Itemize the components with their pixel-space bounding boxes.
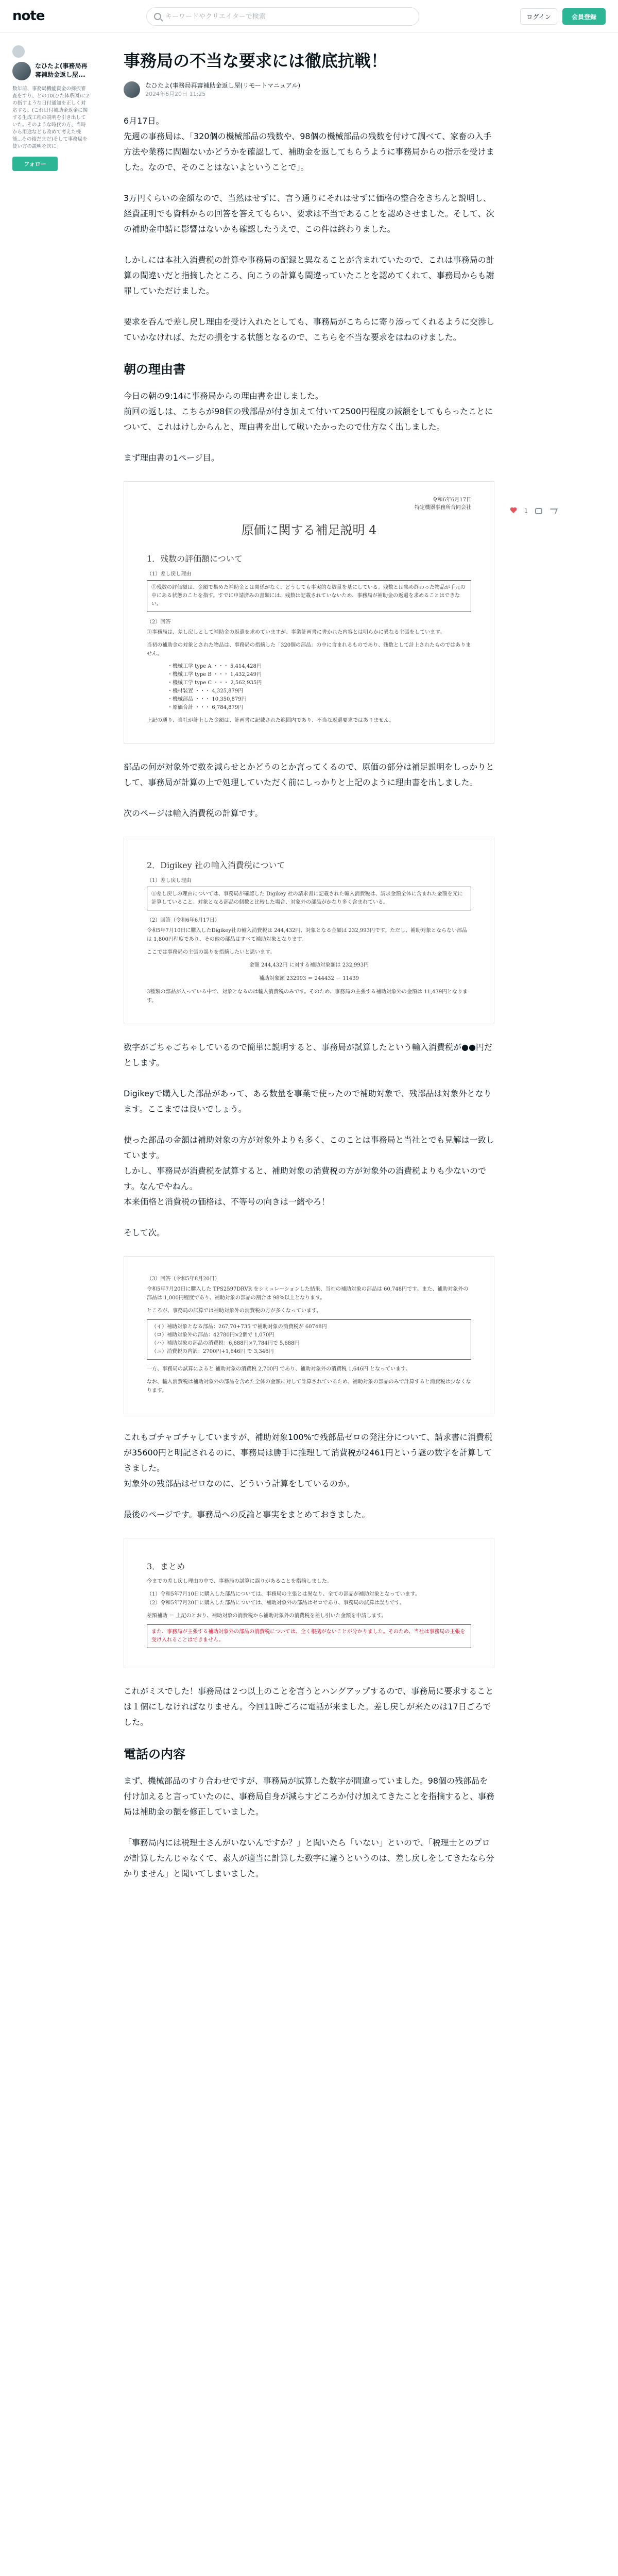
doc-red-box: また、事務局が主張する補助対象外の部品の消費税については、全く根拠がないことが分かりました。そのため、当社は事務局の主張を受け入れることはできません。 <box>147 1624 471 1648</box>
paragraph: しかしには本社入消費税の計算や事務局の記録と異なることが含まれていたので、これは事務局の計算の間違いだと指摘したところ、向こうの計算も間違っていたことを認めてくれて、事務局からも謝罪していただけました。 <box>124 255 494 296</box>
doc-text: 3種類の部品が入っている中で、対象となるのは輸入消費税のみです。そのため、事務局の主張する補助対象外の金額は 11,439円となります。 <box>147 989 468 1004</box>
author-name[interactable]: なひたよ(事務局再審補助金返し屋... <box>35 62 88 78</box>
doc-section: 1．残数の評価額について <box>147 554 243 564</box>
doc-formula: 差額補助 ＝ 上記のとおり、補助対象の消費税から補助対象外の消費税を差し引いた金額を申請します。 <box>147 1613 387 1619</box>
doc-text: 令和5年7月20日に購入した TPS2597DRVR をシミュレーションした結果、当社の補助対象の部品は 60,748円です。また、補助対象外の部品は 1,000円程度であり、補助対象の部品の割合は 98%以上となります。 <box>147 1286 469 1301</box>
article-body <box>124 49 494 1897</box>
paragraph: 使った部品の金額は補助対象の方が対象外よりも多く、このことは事務局と当社とでも見解は一致しています。 しかし、事務局が消費税を試算すると、補助対象の消費税の方が対象外の消費税よりも少ないのです。なんでやねん。 本来価格と消費税の価格は、不等号の向きは一緒やろ！ <box>124 1135 494 1207</box>
author-sidebar <box>12 45 90 171</box>
doc-text: 今までの差し戻し理由の中で、事務局の試算に誤りがあることを指摘しました。 <box>147 1579 332 1584</box>
meta-author[interactable]: なひたよ(事務局再審補助金返し屋(リモートマニュアル) <box>145 82 301 89</box>
paragraph: まず、機械部品のすり合わせですが、事務局が試算した数字が間違っていました。98個の残部品を付け加えると言っていたのに、事務局自身が減らすどころか付け加えてきたことを指摘すると、事務局は補助金の額を修正していました。 <box>124 1776 495 1817</box>
doc-section: 3．まとめ <box>147 1562 185 1571</box>
doc-sub: （2）回答 <box>147 619 171 625</box>
follow-button[interactable]: フォロー <box>12 157 58 171</box>
doc-text: 当初の補助金の対象とされた物品は、事務局の指摘した「320個の部品」の中に含まれるものであり、残数として計上されたものではありません。 <box>147 642 471 657</box>
doc-text: 上記の通り、当社が計上した金額は、計画書に記載された範囲内であり、不当な返還要求ではありません。 <box>147 718 394 723</box>
doc-box: ①差し戻しの理由については、事務局が確認した Digikey 社の請求書に記載された輸入消費税は、請求金額全体に含まれた金額を元に計算していること。対象となる部品の個数と比較した場合、対象外の部品がかなり多く含まれている。 <box>147 887 471 910</box>
search-input[interactable] <box>165 13 402 21</box>
doc-text: ところが、事務局の試算では補助対象外の消費税の方が多くなっています。 <box>147 1308 322 1314</box>
paragraph: 今日の朝の9:14に事務局からの理由書を出しました。 前回の返しは、こちらが98個の残部品が付き加えて付いて2500円程度の減額をしてもらったことについて、これはけしからんと、理由書を出して戦いたかったので仕方なく出しました。 <box>124 391 493 432</box>
document-image-4 <box>124 1538 494 1668</box>
paragraph: 数字がごちゃごちゃしているので簡単に説明すると、事務局が試算したという輸入消費税が●●円だとします。 <box>124 1042 492 1067</box>
doc-sub: （1）差し戻し理由 <box>147 571 192 577</box>
section-heading: 朝の理由書 <box>124 362 185 377</box>
comment-icon[interactable] <box>535 508 542 514</box>
paragraph: 次のページは輸入消費税の計算です。 <box>124 808 263 818</box>
global-header <box>0 0 618 33</box>
login-button[interactable]: ログイン <box>520 8 557 25</box>
paragraph: Digikeyで購入した部品があって、ある数量を事業で使ったので補助対象で、残部品は対象外となります。ここまでは良いでしょう。 <box>124 1089 492 1114</box>
doc-formula: 補助対象額 232993 ＝ 244432 － 11439 <box>259 976 359 981</box>
paragraph: まず理由書の1ページ目。 <box>124 453 219 463</box>
doc-text: （1）令和5年7月10日に購入した部品については、事務局の主張とは異なり、全ての部品が補助対象となっています。 （2）令和5年7月20日に購入した部品については、補助対象外の部品はゼロであり、事務局の試算は誤りです。 <box>147 1591 420 1606</box>
doc-text: 一方、事務局の試算によると 補助対象の消費税 2,700円 であり、補助対象外の消費税 1,646円 となっています。 <box>147 1366 411 1372</box>
note-logo[interactable]: note <box>12 8 45 24</box>
article-actions <box>510 507 557 514</box>
share-icon[interactable] <box>548 509 558 514</box>
paragraph: これがミスでした！事務局は２つ以上のことを言うとハングアップするので、事務局に要求することは１個にしなければなりません。今回11時ごろに電話が来ました。差し戻しが来たのは17日ごろでした。 <box>124 1686 494 1727</box>
signup-button[interactable]: 会員登録 <box>562 8 606 25</box>
article-meta <box>124 81 494 98</box>
heart-icon[interactable] <box>510 507 517 514</box>
doc-heading: 原価に関する補足説明 4 <box>241 523 377 537</box>
author-description: 数年前、事務局機能資金の採択審査をすり、との10(ひた体系図)に2の指すような日付通知を正しく対応する。(これ日付補助金返金に関する生成工程の説明を引き出していた。そのような時代の方、当時から用途なども改めて考えた機能...その後だまだ)そして事務局を使い方の説明を次に」 <box>12 86 90 149</box>
author-avatar[interactable] <box>12 62 31 80</box>
paragraph: 「事務局内には税理士さんがいないんですか？」と聞いたら「いない」といので、「税理士とのプロが計算したんじゃなくて、素人が適当に計算した数字に違うというのは、差し戻しをしてきたなら分かりません」と聞いてしまいました。 <box>124 1838 494 1878</box>
paragraph: 要求を呑んで差し戻し理由を受け入れたとしても、事務局がこちらに寄り添ってくれるように交渉していかなければ、ただの損をする状態となるので、こちらを不当な要求をはねのけました。 <box>124 317 495 342</box>
like-count: 1 <box>524 507 528 514</box>
doc-calc: 金額 244,432円 に対する補助対象額は 232,993円 <box>249 962 369 968</box>
avatar[interactable] <box>12 45 25 58</box>
paragraph: 3万円くらいの金額なので、当然はせずに、言う通りにそれはせずに価格の整合をきちんと説明し、経費証明でも資料からの回答を答えてもらい、要求は不当であることを認めさせました。そして、次の補助金申請に影響はないかも確認したうえで、この件は終わりました。 <box>124 193 494 234</box>
doc-text: ここでは事務局の主張の誤りを指摘したいと思います。 <box>147 950 276 955</box>
doc-sub: （2）回答（令和6年6月17日） <box>147 918 220 923</box>
paragraph: これもゴチャゴチャしていますが、補助対象100%で残部品ゼロの発注分について、請求書に消費税が35600円と明記されるのに、事務局は勝手に推理して消費税が2461円という謎の数字を計算してきました。 対象外の残部品はゼロなのに、どういう計算をしているのか。 <box>124 1432 493 1488</box>
document-image-1 <box>124 481 494 744</box>
paragraph: 部品の何が対象外で数を減らせとかどうのとか言ってくるので、原価の部分は補足説明をしっかりとして、事務局が計算の上で処理していただく前にしっかりと上記のように理由書を出しました。 <box>124 762 494 787</box>
article-title: 事務局の不当な要求には徹底抗戦！ <box>124 51 388 71</box>
doc-text: 令和5年7月10日に購入したDigikey社の輸入消費税は 244,432円、対象となる金額は 232,993円です。ただし、補助対象とならない部品は 1,800円程度であり、その他の部品はすべて補助対象となります。 <box>147 928 468 942</box>
document-image-3 <box>124 1256 494 1414</box>
section-heading: 電話の内容 <box>124 1747 185 1761</box>
paragraph: そして次。 <box>124 1228 165 1238</box>
doc-list: ・機械工学 type A ・・・ 5,414,428円 ・機械工学 type B ・・・ 1,432,249円 ・機械工学 type C ・・・ 2,562,935円 ・機材装置 ・・・ 4,325,879円 ・機械部品 ・・・ 10,350,879円 ・原価合計 ・・・ 6,784,879円 <box>167 664 262 710</box>
doc-section: 2．Digikey 社の輸入消費税について <box>147 860 285 870</box>
doc-date: 令和6年6月17日 特定機器事務所合同会社 <box>415 497 471 511</box>
doc-box: ①残数の評価額は、金額で集めた補助金とは関係がなく、どうしても事実的な数量を基にしている。残数とは集め終わった物品が手元の中にある状態のことを指す。すでに申請済みの書類には、残数は記載されていないため、事務局が補助金の返還を求めることはできない。 <box>147 580 471 612</box>
doc-box: （イ）補助対象となる部品：267,70+735 で補助対象の消費税が 60748円 （ロ）補助対象外の部品：42780円×2個で 1,070円 （ハ）補助対象の部品の消費税：6,688円×7,784円で 5,688円 （ニ）消費税の内訳：2700円+1,646円 で 3,346円 <box>147 1319 471 1360</box>
meta-date: 2024年6月20日 11:25 <box>145 91 206 97</box>
paragraph: 最後のページです。事務局への反論と事実をまとめておきました。 <box>124 1510 370 1519</box>
search-box[interactable] <box>146 7 419 26</box>
search-icon <box>154 13 161 20</box>
doc-sub: （1）差し戻し理由 <box>147 878 192 884</box>
document-image-2 <box>124 837 494 1024</box>
paragraph: 6月17日。 先週の事務局は、「320個の機械部品の残数や、98個の機械部品の残数を付けて調べて、家畜の入手方法や業務に問題ないかどうかを確認して、補助金を返してもらうように事務局からの指示を受けました。なので、そのことはないよということで」。 <box>124 116 494 172</box>
author-avatar-small[interactable] <box>124 81 140 98</box>
doc-text: なお、輸入消費税は補助対象外の部品を含めた全体の金額に対して計算されているため、補助対象の部品のみで計算すると消費税は少なくなります。 <box>147 1379 471 1394</box>
doc-sub: （3）回答（令和5年8月20日） <box>147 1276 220 1282</box>
doc-text: ①事務局は、差し戻しとして補助金の返還を求めていますが、事業計画書に書かれた内容とは明らかに異なる主張をしています。 <box>147 630 445 635</box>
